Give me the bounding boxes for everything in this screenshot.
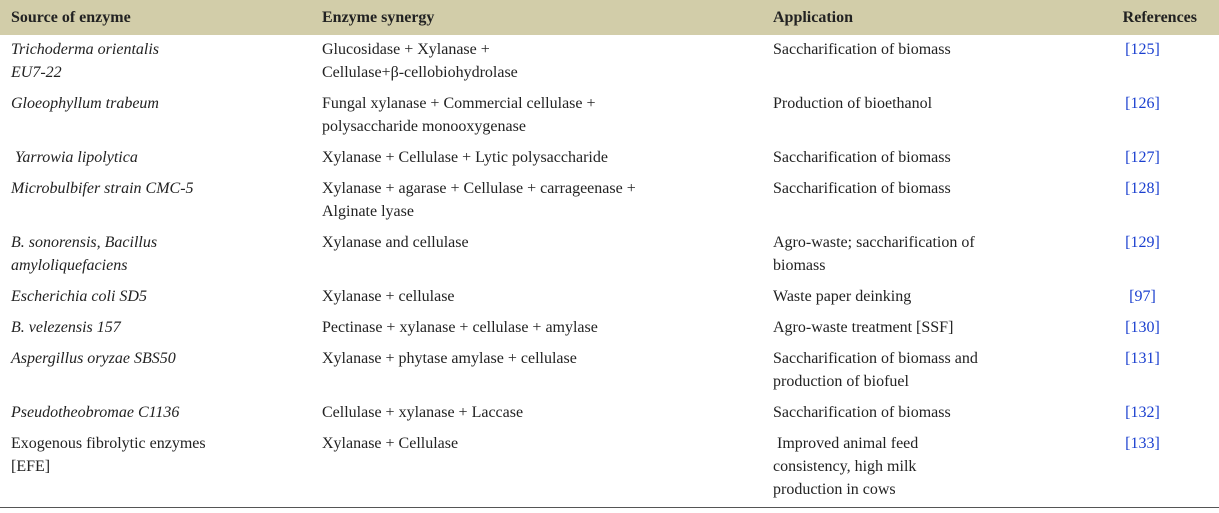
application-cell: Improved animal feed consistency, high milk production in cows	[762, 429, 1086, 508]
synergy-cell: Xylanase + Cellulase + Lytic polysaccharide	[322, 149, 608, 166]
reference-cell	[1086, 398, 1219, 429]
synergy-cell: Xylanase + agarase + Cellulase + carrageenase + Alginate lyase	[322, 180, 636, 220]
application-cell: Saccharification of biomass	[773, 180, 951, 197]
source-cell: Pseudotheobromae C1136	[11, 404, 180, 421]
reference-cell	[1086, 282, 1219, 313]
synergy-cell: Pectinase + xylanase + cellulase + amylase	[322, 319, 598, 336]
table-row	[0, 143, 1219, 174]
application-cell: Agro-waste; saccharification of biomass	[773, 234, 975, 274]
source-cell: Gloeophyllum trabeum	[11, 95, 159, 112]
synergy-cell: Xylanase + Cellulase	[311, 429, 762, 508]
source-cell: B. sonorensis, Bacillus amyloliquefaciens	[11, 234, 158, 274]
source-cell: Trichoderma orientalis EU7-22	[11, 41, 160, 81]
table-row	[0, 398, 1219, 429]
application-cell: Saccharification of biomass	[773, 41, 951, 58]
table-row	[0, 35, 1219, 89]
reference-cell	[1086, 174, 1219, 228]
reference-cell	[1086, 143, 1219, 174]
synergy-cell: Xylanase and cellulase	[322, 234, 469, 251]
reference-link[interactable]: [132]	[1125, 404, 1160, 421]
reference-link[interactable]: [133]	[1125, 435, 1160, 452]
reference-link[interactable]: [128]	[1125, 180, 1160, 197]
table-header-row	[0, 0, 1219, 35]
table-row	[0, 429, 1219, 508]
source-cell: Aspergillus oryzae SBS50	[11, 350, 176, 367]
application-cell: Waste paper deinking	[773, 288, 912, 305]
source-cell: Microbulbifer strain CMC-5	[11, 180, 194, 197]
synergy-cell: Xylanase + cellulase	[322, 288, 455, 305]
header-references: References	[1122, 8, 1197, 26]
reference-cell	[1086, 344, 1219, 398]
header-synergy: Enzyme synergy	[322, 8, 435, 26]
application-cell: Saccharification of biomass	[773, 149, 951, 166]
source-cell: B. velezensis 157	[11, 319, 121, 336]
application-cell: Saccharification of biomass and production of biofuel	[773, 350, 978, 390]
source-cell: Escherichia coli SD5	[11, 288, 147, 305]
reference-link[interactable]: [126]	[1125, 95, 1160, 112]
synergy-cell: Glucosidase + Xylanase + Cellulase+β-cellobiohydrolase	[322, 41, 518, 81]
reference-cell	[1086, 35, 1219, 89]
table-row	[0, 89, 1219, 143]
application-cell: Agro-waste treatment [SSF]	[773, 319, 954, 336]
application-cell: Saccharification of biomass	[773, 404, 951, 421]
synergy-cell: Fungal xylanase + Commercial cellulase + polysaccharide monooxygenase	[322, 95, 596, 135]
reference-link[interactable]: [127]	[1125, 149, 1160, 166]
reference-link[interactable]: [125]	[1125, 41, 1160, 58]
table-row	[0, 313, 1219, 344]
reference-cell	[1086, 429, 1219, 508]
table-row	[0, 174, 1219, 228]
header-source: Source of enzyme	[11, 8, 131, 26]
application-cell: Production of bioethanol	[773, 95, 933, 112]
reference-link[interactable]: [130]	[1125, 319, 1160, 336]
reference-link[interactable]: [97]	[1129, 288, 1156, 305]
reference-cell	[1086, 228, 1219, 282]
reference-link[interactable]: [129]	[1125, 234, 1160, 251]
source-cell: Yarrowia lipolytica	[15, 149, 138, 166]
reference-link[interactable]: [131]	[1125, 350, 1160, 367]
reference-cell	[1086, 313, 1219, 344]
table-row	[0, 344, 1219, 398]
synergy-cell: Xylanase + phytase amylase + cellulase	[322, 350, 577, 367]
source-cell: Exogenous fibrolytic enzymes [EFE]	[0, 429, 311, 508]
reference-cell	[1086, 89, 1219, 143]
synergy-cell: Cellulase + xylanase + Laccase	[322, 404, 524, 421]
table-row	[0, 228, 1219, 282]
header-application: Application	[773, 8, 854, 26]
table-row	[0, 282, 1219, 313]
